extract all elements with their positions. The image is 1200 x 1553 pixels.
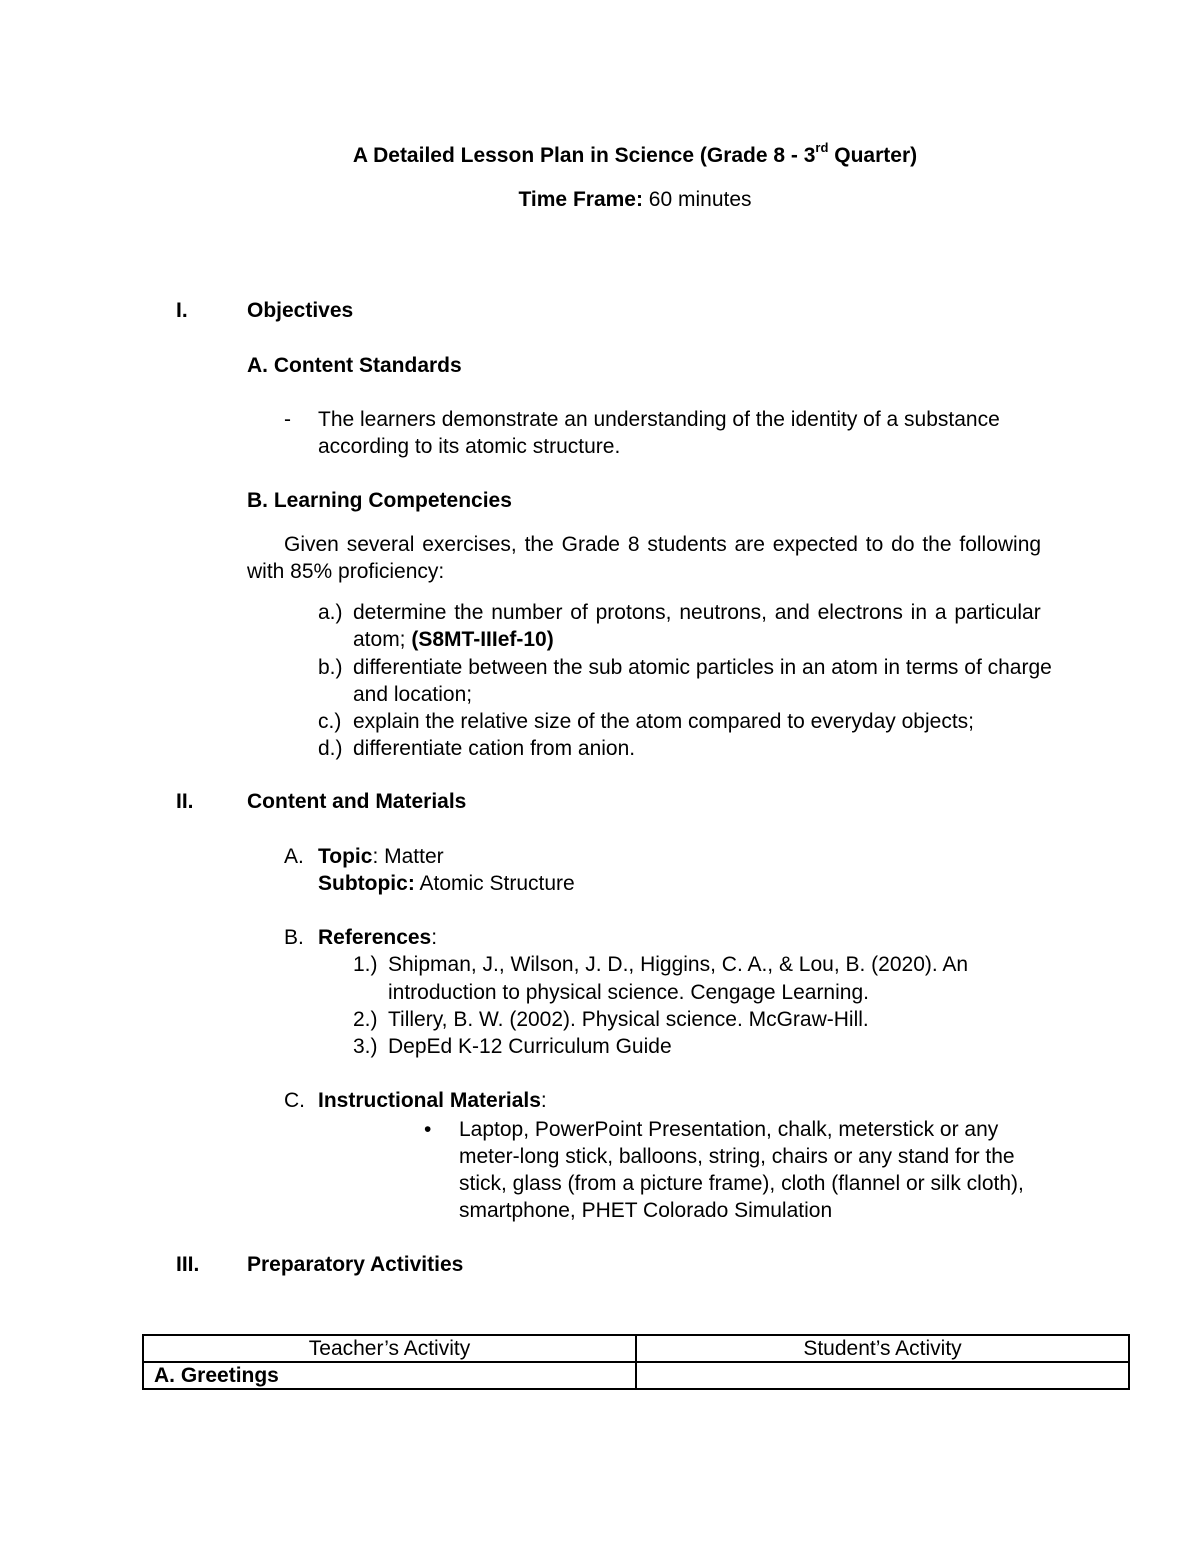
reference-marker-1: 1.) bbox=[353, 953, 378, 976]
activities-table bbox=[142, 1334, 1130, 1390]
competency-marker-b: b.) bbox=[318, 656, 343, 679]
table-row bbox=[143, 1362, 1129, 1389]
reference-1-line-2: introduction to physical science. Cengage Learning. bbox=[388, 981, 869, 1004]
section-1-number: I. bbox=[176, 299, 188, 322]
learning-competencies-heading: B. Learning Competencies bbox=[247, 489, 512, 512]
reference-1-line-1: Shipman, J., Wilson, J. D., Higgins, C. A., & Lou, B. (2020). An bbox=[388, 953, 969, 976]
table-cell-greetings: A. Greetings bbox=[143, 1362, 636, 1389]
section-2-number: II. bbox=[176, 790, 194, 813]
page-title: A Detailed Lesson Plan in Science (Grade 8 - 3rd Quarter) bbox=[352, 140, 918, 167]
table-cell-empty bbox=[636, 1362, 1129, 1389]
reference-2-line-1: Tillery, B. W. (2002). Physical science. McGraw-Hill. bbox=[388, 1008, 869, 1031]
section-1-title: Objectives bbox=[247, 299, 354, 322]
materials-line-4: smartphone, PHET Colorado Simulation bbox=[459, 1199, 833, 1222]
section-3-number: III. bbox=[176, 1253, 200, 1276]
table-header-row bbox=[143, 1335, 1129, 1362]
competency-code: (S8MT-IIIef-10) bbox=[411, 628, 554, 651]
topic-marker: A. bbox=[284, 845, 304, 868]
competencies-intro-line-1: Given several exercises, the Grade 8 students are expected to do the following bbox=[284, 533, 1042, 556]
competency-b-line-2: and location; bbox=[353, 683, 473, 706]
reference-marker-2: 2.) bbox=[353, 1008, 378, 1031]
competency-marker-d: d.) bbox=[318, 737, 343, 760]
competency-c-line-1: explain the relative size of the atom compared to everyday objects; bbox=[353, 710, 974, 733]
materials-line-2: meter-long stick, balloons, string, chairs or any stand for the bbox=[459, 1145, 1015, 1168]
reference-3-line-1: DepEd K-12 Curriculum Guide bbox=[388, 1035, 672, 1058]
time-frame: Time Frame: 60 minutes bbox=[518, 188, 752, 211]
materials-heading: Instructional Materials: bbox=[318, 1089, 547, 1112]
bullet-icon: • bbox=[424, 1118, 432, 1141]
competency-d-line-1: differentiate cation from anion. bbox=[353, 737, 636, 760]
section-3-title: Preparatory Activities bbox=[247, 1253, 464, 1276]
materials-line-1: Laptop, PowerPoint Presentation, chalk, meterstick or any bbox=[459, 1118, 999, 1141]
content-standards-line-2: according to its atomic structure. bbox=[318, 435, 621, 458]
section-2-title: Content and Materials bbox=[247, 790, 467, 813]
competency-a-line-2: atom; (S8MT-IIIef-10) bbox=[353, 628, 554, 651]
materials-marker: C. bbox=[284, 1089, 305, 1112]
materials-line-3: stick, glass (from a picture frame), cloth (flannel or silk cloth), bbox=[459, 1172, 1024, 1195]
references-heading: References: bbox=[318, 926, 438, 949]
competencies-intro-line-2: with 85% proficiency: bbox=[247, 560, 445, 583]
table-header-teacher: Teacher’s Activity bbox=[143, 1335, 636, 1362]
competency-b-line-1: differentiate between the sub atomic particles in an atom in terms of charge bbox=[353, 656, 1052, 679]
reference-marker-3: 3.) bbox=[353, 1035, 378, 1058]
content-standards-line-1: The learners demonstrate an understanding of the identity of a substance bbox=[318, 408, 1000, 431]
competency-marker-a: a.) bbox=[318, 601, 343, 624]
table-header-student: Student’s Activity bbox=[636, 1335, 1129, 1362]
competency-a-line-1: determine the number of protons, neutrons, and electrons in a particular bbox=[353, 601, 1041, 624]
references-marker: B. bbox=[284, 926, 304, 949]
competency-marker-c: c.) bbox=[318, 710, 342, 733]
topic-line: Topic: Matter bbox=[318, 845, 444, 868]
content-standards-dash: - bbox=[284, 408, 291, 431]
subtopic-line: Subtopic: Atomic Structure bbox=[318, 872, 575, 895]
content-standards-heading: A. Content Standards bbox=[247, 354, 462, 377]
